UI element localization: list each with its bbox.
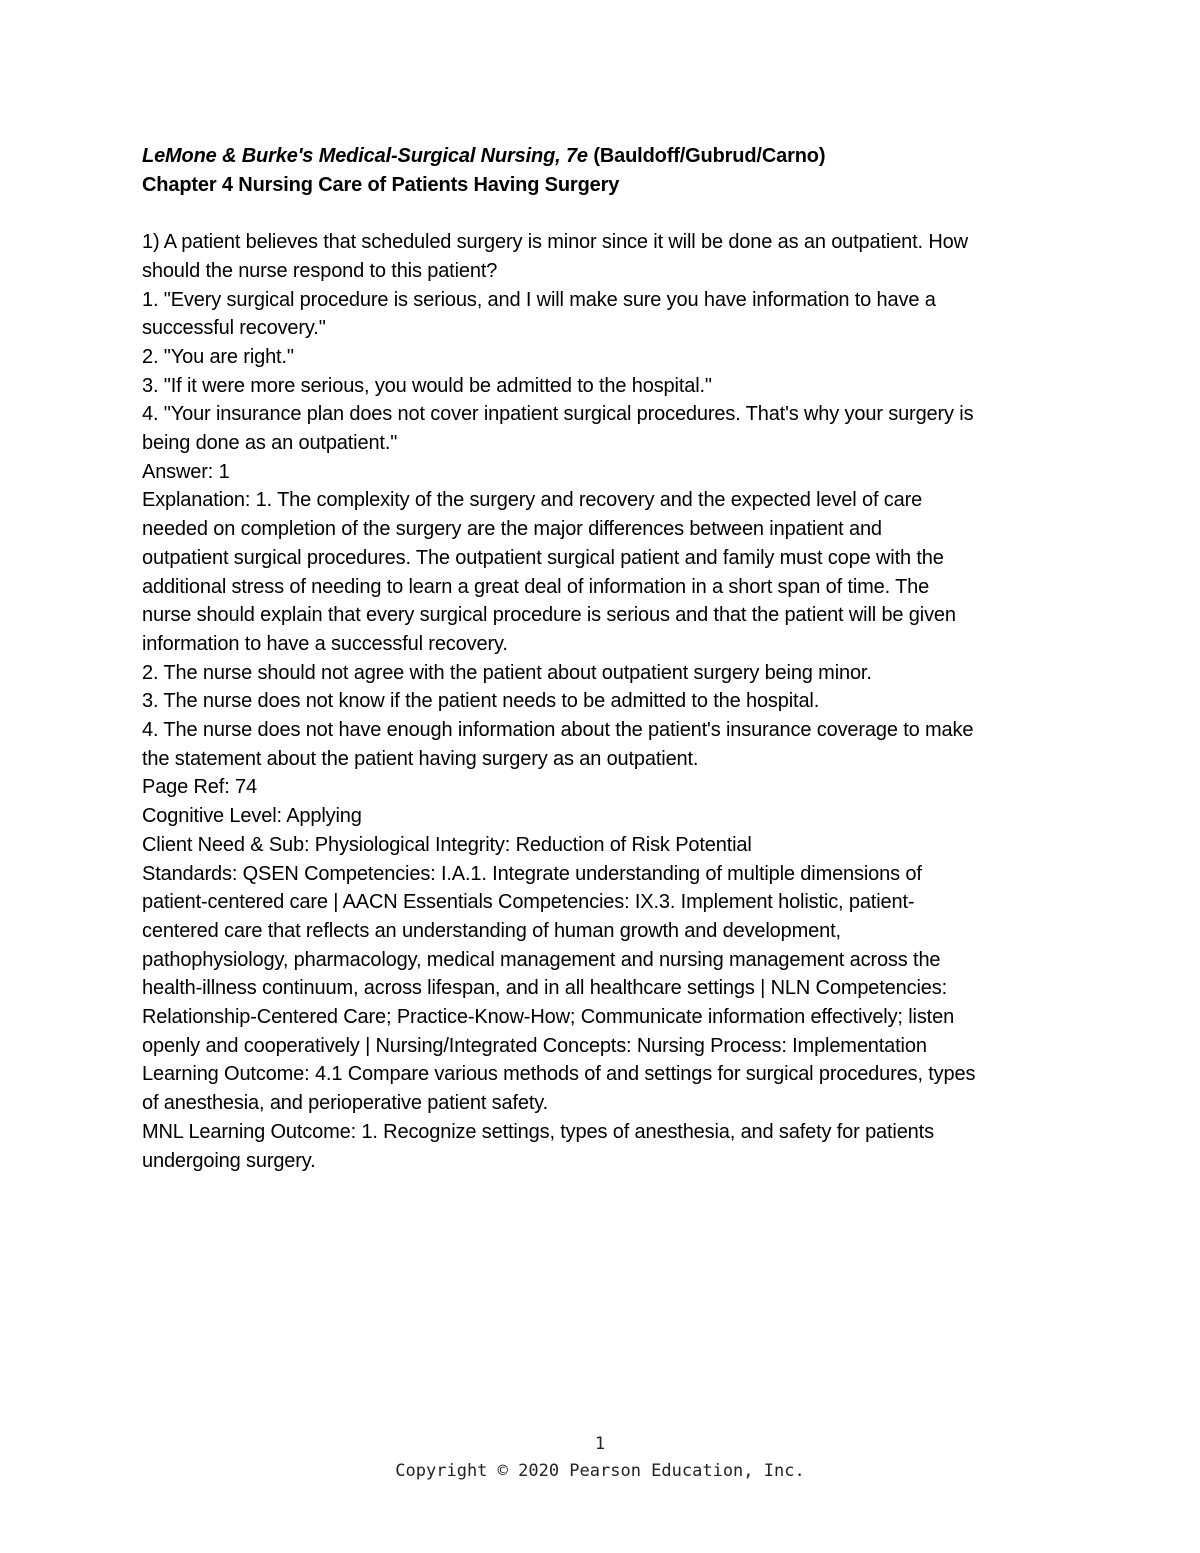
explanation-line: needed on completion of the surgery are the major differences between inpatient and	[142, 518, 882, 541]
explanation-line: the statement about the patient having surgery as an outpatient.	[142, 747, 699, 770]
explanation-line: 3. The nurse does not know if the patient needs to be admitted to the hospital.	[142, 690, 820, 713]
standards-line: patient-centered care | AACN Essentials Competencies: IX.3. Implement holistic, patient-	[142, 891, 915, 914]
answer-option-line: 1. "Every surgical procedure is serious, and I will make sure you have information to have a	[142, 288, 936, 311]
standards-line: Standards: QSEN Competencies: I.A.1. Integrate understanding of multiple dimensions of	[142, 862, 922, 885]
learning-outcome-line: of anesthesia, and perioperative patient safety.	[142, 1092, 549, 1115]
explanation-line: information to have a successful recovery.	[142, 632, 508, 655]
explanation-line: 2. The nurse should not agree with the patient about outpatient surgery being minor.	[142, 661, 872, 684]
learning-outcome-line: Learning Outcome: 4.1 Compare various methods of and settings for surgical procedures, types	[142, 1063, 976, 1086]
page-number: 1	[594, 1434, 606, 1454]
cognitive-level: Cognitive Level: Applying	[142, 805, 362, 828]
question-stem-line: 1) A patient believes that scheduled surgery is minor since it will be done as an outpatient. How	[142, 231, 968, 254]
blank-line	[142, 199, 1072, 228]
answer-option-line: 4. "Your insurance plan does not cover inpatient surgical procedures. That's why your surgery is	[142, 403, 974, 426]
client-need: Client Need & Sub: Physiological Integrity: Reduction of Risk Potential	[142, 833, 752, 856]
explanation-line: outpatient surgical procedures. The outpatient surgical patient and family must cope with the	[142, 546, 944, 569]
answer-option-line: successful recovery."	[142, 317, 326, 340]
answer-key: Answer: 1	[142, 460, 230, 483]
document-body	[142, 142, 1072, 1175]
explanation-line: nurse should explain that every surgical procedure is serious and that the patient will be given	[142, 604, 956, 627]
mnl-outcome-line: undergoing surgery.	[142, 1149, 316, 1172]
answer-option-line: being done as an outpatient."	[142, 432, 398, 455]
explanation-line: additional stress of needing to learn a great deal of information in a short span of time. The	[142, 575, 930, 598]
book-title-italic: LeMone & Burke's Medical-Surgical Nursing, 7e	[142, 145, 588, 167]
explanation-line: Explanation: 1. The complexity of the surgery and recovery and the expected level of care	[142, 489, 923, 512]
question-stem-line: should the nurse respond to this patient?	[142, 259, 498, 282]
copyright-notice: Copyright © 2020 Pearson Education, Inc.	[395, 1461, 805, 1481]
answer-option-line: 2. "You are right."	[142, 345, 294, 368]
book-title	[142, 142, 1072, 171]
mnl-outcome-line: MNL Learning Outcome: 1. Recognize settings, types of anesthesia, and safety for patients	[142, 1120, 934, 1143]
standards-line: centered care that reflects an understanding of human growth and development,	[142, 919, 841, 942]
explanation-line: 4. The nurse does not have enough information about the patient's insurance coverage to make	[142, 719, 974, 742]
chapter-title: Chapter 4 Nursing Care of Patients Having Surgery	[142, 173, 620, 196]
book-authors: (Bauldoff/Gubrud/Carno)	[587, 145, 826, 167]
standards-line: health-illness continuum, across lifespan, and in all healthcare settings | NLN Competencies:	[142, 977, 948, 1000]
standards-line: pathophysiology, pharmacology, medical management and nursing management across the	[142, 948, 941, 971]
page-reference: Page Ref: 74	[142, 776, 257, 799]
answer-option-line: 3. "If it were more serious, you would be admitted to the hospital."	[142, 374, 712, 397]
standards-line: openly and cooperatively | Nursing/Integrated Concepts: Nursing Process: Implementation	[142, 1034, 927, 1057]
standards-line: Relationship-Centered Care; Practice-Know-How; Communicate information effectively; listen	[142, 1006, 955, 1029]
